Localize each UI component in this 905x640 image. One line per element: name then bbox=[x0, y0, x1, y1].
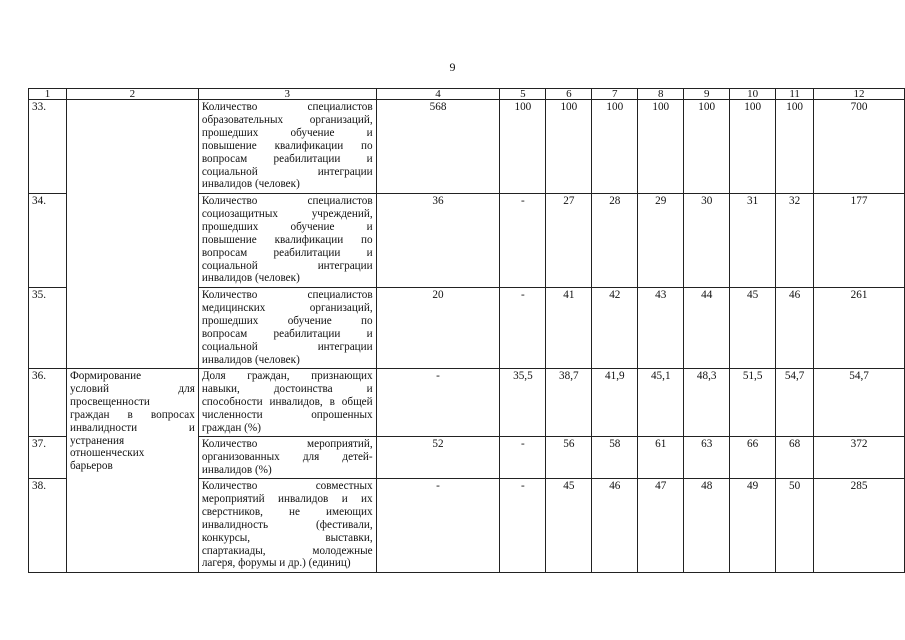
value-cell: 41 bbox=[546, 288, 592, 369]
value-cell: 56 bbox=[546, 437, 592, 479]
goal-cell bbox=[66, 369, 198, 573]
value-cell: 38,7 bbox=[546, 369, 592, 437]
description-line: сверстников, не имеющих bbox=[201, 505, 373, 518]
header-cell: 3 bbox=[198, 89, 376, 100]
value-cell: 45 bbox=[730, 288, 776, 369]
header-cell: 11 bbox=[776, 89, 814, 100]
header-cell: 4 bbox=[376, 89, 500, 100]
indicators-table bbox=[28, 88, 905, 573]
goal-line: граждан в вопросах bbox=[69, 408, 195, 421]
value-cell: 63 bbox=[684, 437, 730, 479]
header-cell: 12 bbox=[814, 89, 905, 100]
indicator-description bbox=[198, 479, 376, 573]
description-line: Количество совместных bbox=[201, 480, 373, 492]
value-cell: 36 bbox=[376, 194, 500, 288]
value-cell: 48,3 bbox=[684, 369, 730, 437]
description-line: социальной интеграции bbox=[201, 259, 373, 272]
header-cell: 1 bbox=[29, 89, 67, 100]
description-line: организованных для детей- bbox=[201, 450, 373, 463]
value-cell: 100 bbox=[592, 100, 638, 194]
description-line: образовательных организаций, bbox=[201, 113, 373, 126]
description-line: Количество специалистов bbox=[201, 289, 373, 301]
value-cell: 45,1 bbox=[638, 369, 684, 437]
row-number: 35. bbox=[29, 288, 67, 369]
description-line: вопросам реабилитации и bbox=[201, 327, 373, 340]
value-cell: 27 bbox=[546, 194, 592, 288]
table-row bbox=[29, 100, 905, 194]
indicator-description bbox=[198, 369, 376, 437]
header-cell: 2 bbox=[66, 89, 198, 100]
description-line: лагеря, форумы и др.) (единиц) bbox=[201, 557, 351, 570]
value-cell: 49 bbox=[730, 479, 776, 573]
header-cell: 5 bbox=[500, 89, 546, 100]
description-line: инвалидов (человек) bbox=[201, 272, 300, 285]
description-line: прошедших обучение и bbox=[201, 126, 373, 139]
value-cell: 47 bbox=[638, 479, 684, 573]
header-row bbox=[29, 89, 905, 100]
value-cell: 46 bbox=[592, 479, 638, 573]
description-line: Количество специалистов bbox=[201, 195, 373, 207]
description-line: численности опрошенных bbox=[201, 408, 373, 421]
value-cell: 29 bbox=[638, 194, 684, 288]
description-line: прошедших обучение и bbox=[201, 220, 373, 233]
value-cell: 100 bbox=[730, 100, 776, 194]
value-cell: - bbox=[376, 479, 500, 573]
header-cell: 7 bbox=[592, 89, 638, 100]
description-line: вопросам реабилитации и bbox=[201, 152, 373, 165]
value-cell: - bbox=[500, 479, 546, 573]
value-cell: 100 bbox=[638, 100, 684, 194]
indicator-description bbox=[198, 437, 376, 479]
value-cell: 41,9 bbox=[592, 369, 638, 437]
value-cell: 44 bbox=[684, 288, 730, 369]
description-line: социозащитных учреждений, bbox=[201, 207, 373, 220]
row-number: 36. bbox=[29, 369, 67, 437]
description-line: инвалидов (человек) bbox=[201, 178, 300, 191]
goal-line: Формирование bbox=[69, 370, 142, 382]
table-row bbox=[29, 369, 905, 437]
value-cell: 46 bbox=[776, 288, 814, 369]
description-line: Доля граждан, признающих bbox=[201, 370, 373, 382]
description-line: навыки, достоинства и bbox=[201, 382, 373, 395]
total-cell: 54,7 bbox=[814, 369, 905, 437]
goal-line: просвещенности bbox=[69, 395, 150, 408]
goal-line: инвалидности и bbox=[69, 421, 195, 434]
description-line: медицинских организаций, bbox=[201, 301, 373, 314]
value-cell: - bbox=[376, 369, 500, 437]
value-cell: 32 bbox=[776, 194, 814, 288]
value-cell: 30 bbox=[684, 194, 730, 288]
description-line: вопросам реабилитации и bbox=[201, 246, 373, 259]
description-line: инвалидов (%) bbox=[201, 463, 272, 476]
header-cell: 9 bbox=[684, 89, 730, 100]
page-number: 9 bbox=[449, 60, 456, 74]
value-cell: 54,7 bbox=[776, 369, 814, 437]
row-number: 37. bbox=[29, 437, 67, 479]
row-number: 34. bbox=[29, 194, 67, 288]
value-cell: - bbox=[500, 437, 546, 479]
value-cell: 66 bbox=[730, 437, 776, 479]
value-cell: 51,5 bbox=[730, 369, 776, 437]
total-cell: 285 bbox=[814, 479, 905, 573]
header-cell: 8 bbox=[638, 89, 684, 100]
description-line: конкурсы, выставки, bbox=[201, 531, 373, 544]
value-cell: - bbox=[500, 194, 546, 288]
description-line: повышение квалификации по bbox=[201, 233, 373, 246]
description-line: социальной интеграции bbox=[201, 340, 373, 353]
total-cell: 177 bbox=[814, 194, 905, 288]
description-line: Количество специалистов bbox=[201, 101, 373, 113]
row-number: 33. bbox=[29, 100, 67, 194]
value-cell: 100 bbox=[500, 100, 546, 194]
indicator-description bbox=[198, 194, 376, 288]
value-cell: 58 bbox=[592, 437, 638, 479]
value-cell: 568 bbox=[376, 100, 500, 194]
goal-line: устранения bbox=[69, 434, 125, 447]
indicator-description bbox=[198, 100, 376, 194]
goal-line: отношенческих bbox=[69, 447, 145, 460]
description-line: инвалидов (человек) bbox=[201, 353, 300, 366]
indicator-description bbox=[198, 288, 376, 369]
description-line: мероприятий инвалидов и их bbox=[201, 492, 373, 505]
value-cell: 42 bbox=[592, 288, 638, 369]
value-cell: - bbox=[500, 288, 546, 369]
value-cell: 28 bbox=[592, 194, 638, 288]
value-cell: 68 bbox=[776, 437, 814, 479]
description-line: Количество мероприятий, bbox=[201, 438, 373, 450]
value-cell: 35,5 bbox=[500, 369, 546, 437]
value-cell: 100 bbox=[776, 100, 814, 194]
value-cell: 20 bbox=[376, 288, 500, 369]
description-line: спартакиады, молодежные bbox=[201, 544, 373, 557]
header-cell: 6 bbox=[546, 89, 592, 100]
value-cell: 31 bbox=[730, 194, 776, 288]
value-cell: 50 bbox=[776, 479, 814, 573]
description-line: инвалидность (фестивали, bbox=[201, 518, 373, 531]
description-line: прошедших обучение по bbox=[201, 314, 373, 327]
description-line: способности инвалидов, в общей bbox=[201, 395, 373, 408]
total-cell: 261 bbox=[814, 288, 905, 369]
value-cell: 43 bbox=[638, 288, 684, 369]
goal-cell-empty bbox=[66, 100, 198, 369]
value-cell: 52 bbox=[376, 437, 500, 479]
header-cell: 10 bbox=[730, 89, 776, 100]
total-cell: 372 bbox=[814, 437, 905, 479]
description-line: социальной интеграции bbox=[201, 165, 373, 178]
value-cell: 48 bbox=[684, 479, 730, 573]
goal-line: барьеров bbox=[69, 460, 113, 473]
total-cell: 700 bbox=[814, 100, 905, 194]
value-cell: 100 bbox=[546, 100, 592, 194]
value-cell: 61 bbox=[638, 437, 684, 479]
goal-line: условий для bbox=[69, 382, 195, 395]
value-cell: 45 bbox=[546, 479, 592, 573]
description-line: граждан (%) bbox=[201, 421, 261, 434]
row-number: 38. bbox=[29, 479, 67, 573]
description-line: повышение квалификации по bbox=[201, 139, 373, 152]
value-cell: 100 bbox=[684, 100, 730, 194]
